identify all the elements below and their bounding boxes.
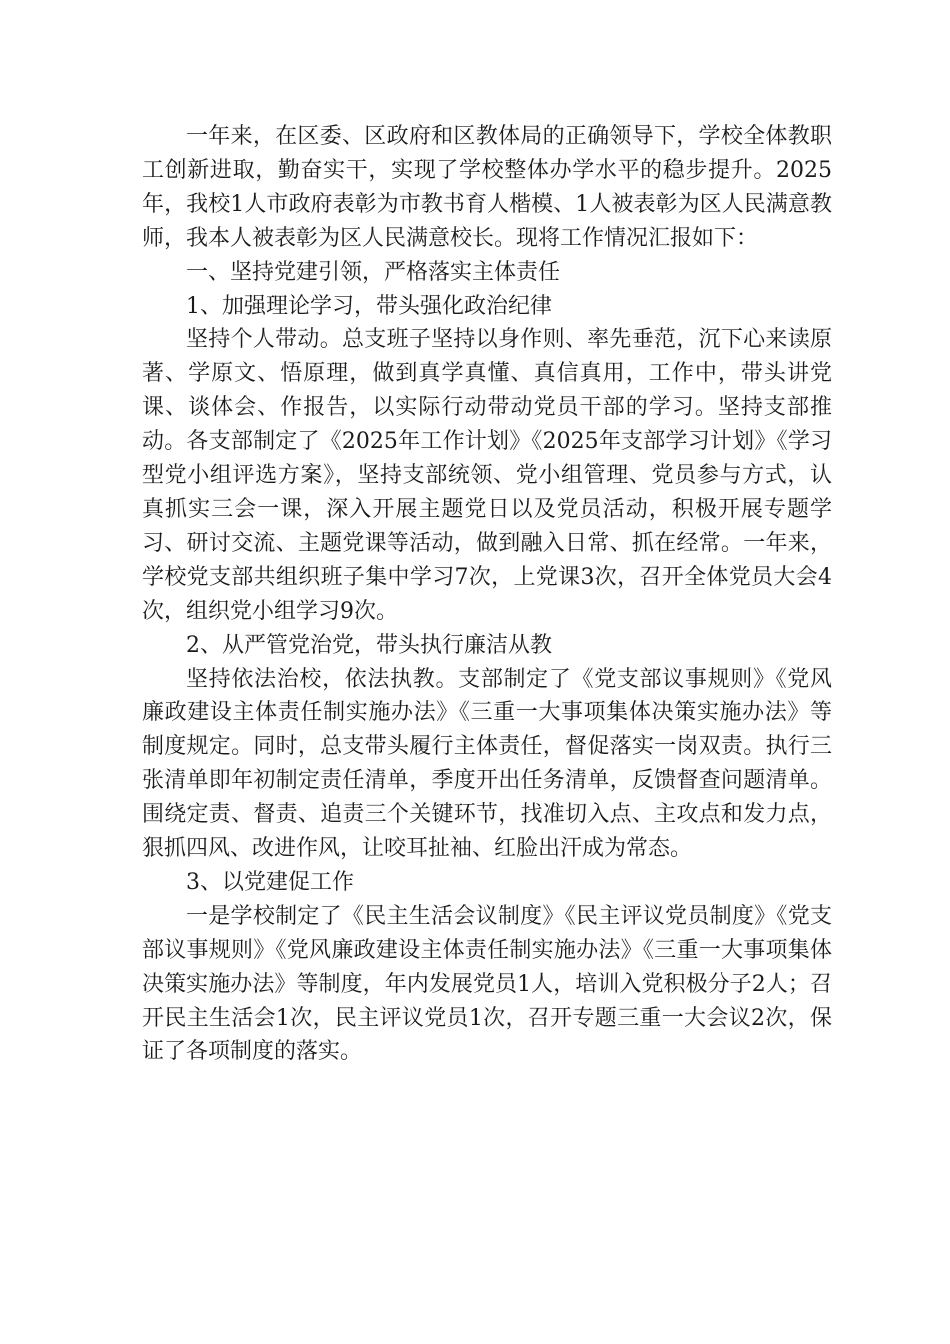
subsection-heading: 3、以党建促工作: [186, 869, 354, 895]
subsection-heading: 2、从严管党治党，带头执行廉洁从教: [186, 632, 552, 658]
document-body: [142, 120, 832, 1069]
subsection-heading: 1、加强理论学习，带头强化政治纪律: [186, 293, 552, 319]
body-paragraph: 一是学校制定了《民主生活会议制度》《民主评议党员制度》《党支部议事规则》《党风廉政建设主体责任制实施办法》《三重一大事项集体决策实施办法》等制度，年内发展党员1人，培训入党积极分子2人；召开民主生活会1次，民主评议党员1次，召开专题三重一大会议2次，保证了各项制度的落实。: [142, 903, 832, 1065]
body-paragraph: 坚持依法治校，依法执教。支部制定了《党支部议事规则》《党风廉政建设主体责任制实施办法》《三重一大事项集体决策实施办法》等制度规定。同时，总支带头履行主体责任，督促落实一岗双责。执行三张清单即年初制定责任清单，季度开出任务清单，反馈督查问题清单。围绕定责、督责、追责三个关键环节，找准切入点、主攻点和发力点，狠抓四风、改进作风，让咬耳扯袖、红脸出汗成为常态。: [142, 666, 832, 862]
intro-paragraph: 一年来，在区委、区政府和区教体局的正确领导下，学校全体教职工创新进取，勤奋实干，实现了学校整体办学水平的稳步提升。2025年，我校1人市政府表彰为市教书育人楷模、1人被表彰为区人民满意教师，我本人被表彰为区人民满意校长。现将工作情况汇报如下：: [142, 124, 832, 251]
section-heading: 一、坚持党建引领，严格落实主体责任: [186, 259, 561, 285]
body-paragraph: 坚持个人带动。总支班子坚持以身作则、率先垂范，沉下心来读原著、学原文、悟原理，做到真学真懂、真信真用，工作中，带头讲党课、谈体会、作报告，以实际行动带动党员干部的学习。坚持支部推动。各支部制定了《2025年工作计划》《2025年支部学习计划》《学习型党小组评选方案》，坚持支部统领、党小组管理、党员参与方式，认真抓实三会一课，深入开展主题党日以及党员活动，积极开展专题学习、研讨交流、主题党课等活动，做到融入日常、抓在经常。一年来，学校党支部共组织班子集中学习7次，上党课3次，召开全体党员大会4次，组织党小组学习9次。: [142, 327, 832, 624]
